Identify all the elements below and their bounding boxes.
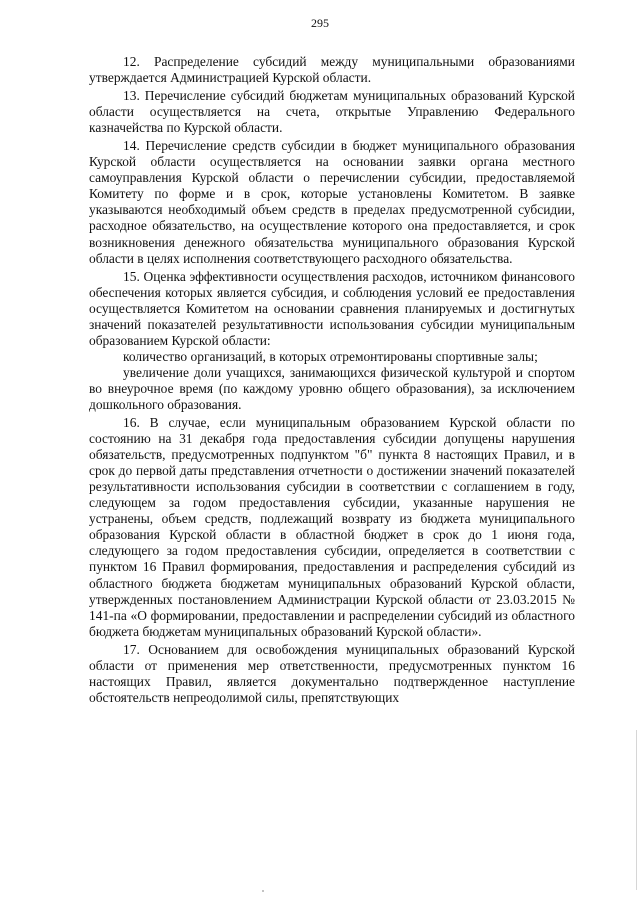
- paragraph-15-item-1: количество организаций, в которых отремонтированы спортивные залы;: [123, 348, 538, 364]
- paragraph-12: 12. Распределение субсидий между муниципальными образованиями утверждается Администрацией Курской области.: [89, 54, 575, 86]
- paragraph-14: 14. Перечисление средств субсидии в бюджет муниципального образования Курской области осуществляется на основании заявки органа местного самоуправления Курской области о перечислении субсидии, предоставляемой Комитету по форме и в срок, которые установлены Комитетом. В заявке указываются необходимый объем средств в пределах предусмотренной субсидии, расходное обязательство, на осуществление которого она предоставляется, и срок возникновения денежного обязательства муниципального образования Курской области в целях исполнения соответствующего расходного обязательства.: [89, 138, 575, 266]
- document-body: [89, 54, 575, 706]
- scan-edge-line: [636, 730, 637, 890]
- page-number: 295: [311, 16, 329, 30]
- paragraph-17: 17. Основанием для освобождения муниципальных образований Курской области от применения мер ответственности, предусмотренных пунктом 16 настоящих Правил, является документально подтвержденное наступление обстоятельств непреодолимой силы, препятствующих: [89, 641, 575, 705]
- paragraph-15-item-2: увеличение доли учащихся, занимающихся физической культурой и спортом во внеурочное время (по каждому уровню общего образования), за исключением дошкольного образования.: [89, 364, 575, 412]
- paragraph-16: 16. В случае, если муниципальным образованием Курской области по состоянию на 31 декабря года предоставления субсидии допущены нарушения обязательств, предусмотренных подпунктом "б" пункта 8 настоящих Правил, и в срок до первой даты представления отчетности о достижении значений показателей результативности использования субсидии в соответствии с соглашением в году, следующем за годом предоставления субсидии, указанные нарушения не устранены, объем средств, подлежащий возврату из бюджета муниципального образования Курской области в областной бюджет в срок до 1 июня года, следующего за годом предоставления субсидии, определяется в соответствии с пунктом 16 Правил формирования, предоставления и распределения субсидий из областного бюджета бюджетам муниципальных образований Курской области, утвержденных постановлением Администрации Курской области от 23.03.2015 № 141-па «О формировании, предоставлении и распределении субсидий из областного бюджета бюджетам муниципальных образований Курской области».: [89, 415, 575, 639]
- paragraph-15: 15. Оценка эффективности осуществления расходов, источником финансового обеспечения которых является субсидия, и соблюдения условий ее предоставления осуществляется Комитетом на основании сравнения планируемых и достигнутых значений показателей результативности использования субсидии муниципальным образованием Курской области:: [89, 268, 575, 348]
- paragraph-13: 13. Перечисление субсидий бюджетам муниципальных образований Курской области осуществляется на счета, открытые Управлению Федерального казначейства по Курской области.: [89, 88, 575, 136]
- scan-speck: [262, 890, 264, 892]
